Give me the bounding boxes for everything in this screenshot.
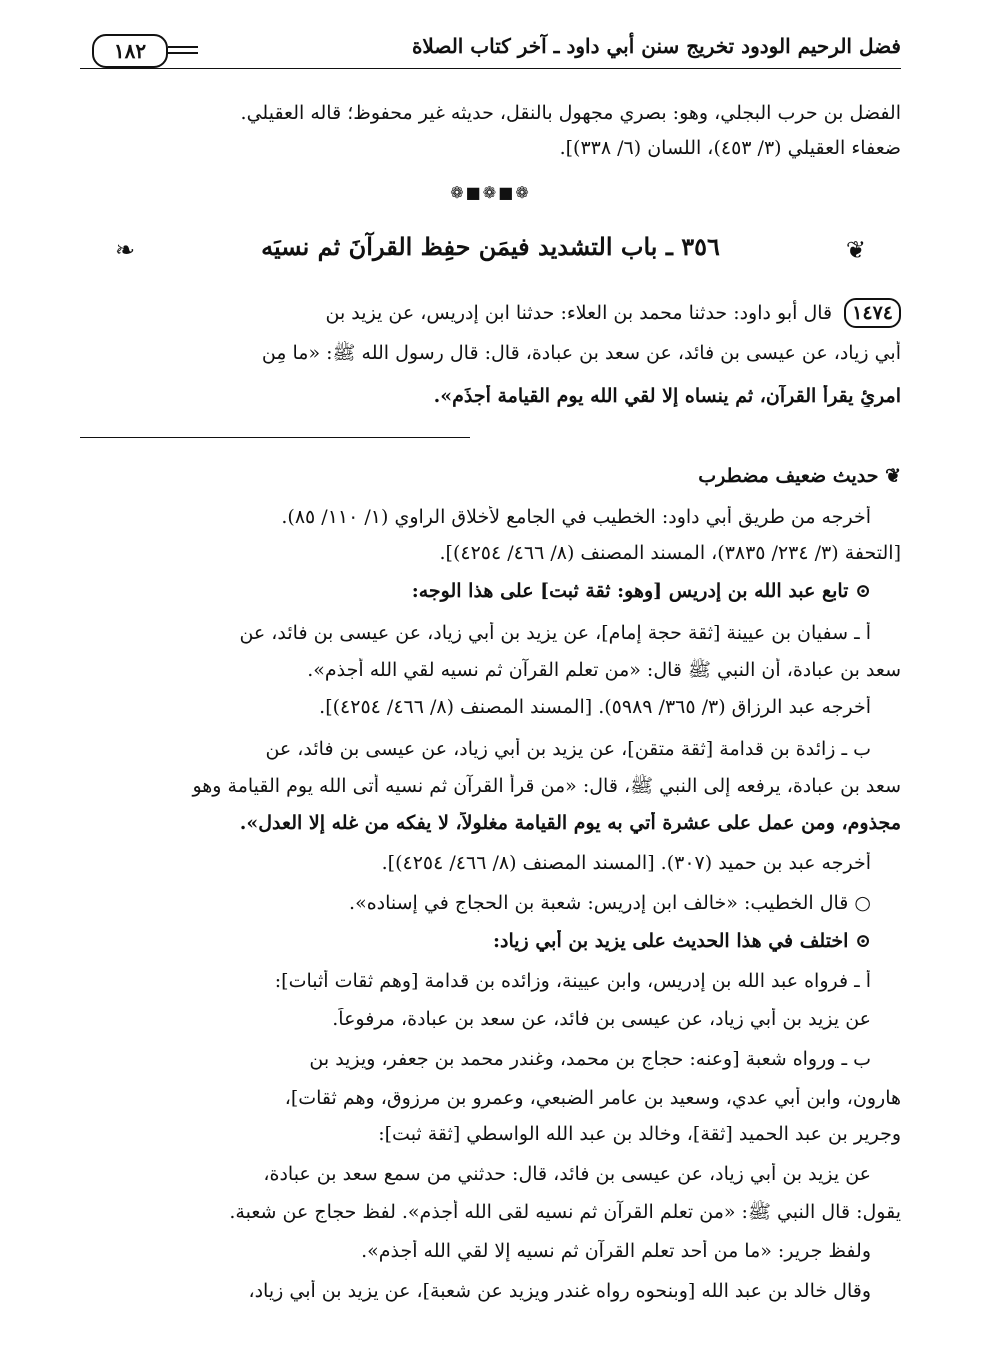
body-line: أخرجه عبد بن حميد (٣٠٧). [المسند المصنف (٨/ ٤٦٦/ ٤٢٥٤)]. (381, 852, 871, 874)
chapter-ornament-icon: ❦ (845, 236, 866, 264)
body-line: عن يزيد بن أبي زياد، عن عيسى بن فائد، عن سعد بن عبادة، مرفوعاً. (332, 1008, 871, 1030)
body-line: وجرير بن عبد الحميد [ثقة]، وخالد بن عبد الله الواسطي [ثقة ثبت]: (378, 1123, 901, 1145)
body-line: [التحفة (٣/ ٢٣٤/ ٣٨٣٥)، المسند المصنف (٨/ ٤٦٦/ ٤٢٥٤)]. (439, 542, 901, 564)
body-line: يقول: قال النبي ﷺ: «من تعلم القرآن ثم نسيه لقى الله أجذم». لفظ حجاج عن شعبة. (229, 1201, 901, 1223)
body-line: ⊙ اختلف في هذا الحديث على يزيد بن أبي زياد: (493, 930, 871, 952)
body-line: هارون، وابن أبي عدي، وسعيد بن عامر الضبعي، وعمرو بن مرزوق، وهم ثقات]، (284, 1087, 901, 1109)
page-number: ١٨٢ (92, 34, 168, 68)
body-line: سعد بن عبادة، يرفعه إلى النبي ﷺ، قال: «من قرأ القرآن ثم نسيه أتى الله يوم القيامة وهو (192, 775, 901, 797)
page-number-ornament (168, 46, 198, 48)
grade-heading (80, 465, 901, 487)
intro-line: الفضل بن حرب البجلي، وهو: بصري مجهول بالنقل، حديثه غير محفوظ؛ قاله العقيلي. (240, 102, 901, 124)
footnote-divider (80, 437, 470, 438)
intro-line: ضعفاء العقيلي (٣/ ٤٥٣)، اللسان (٦/ ٣٣٨)]. (559, 137, 901, 159)
section-ornament: ❁■❁■❁ (450, 183, 531, 202)
hadith-line: امرئٍ يقرأ القرآن، ثم ينساه إلا لقي الله يوم القيامة أجذَم». (433, 385, 901, 407)
page-number-ornament (168, 52, 198, 54)
body-line: ⊙ تابع عبد الله بن إدريس [وهو: ثقة ثبت] على هذا الوجه: (411, 580, 871, 602)
body-line: ○ قال الخطيب: «خالف ابن إدريس: شعبة بن الحجاج في إسناده». (349, 892, 871, 914)
running-header (80, 28, 901, 78)
body-line: وقال خالد بن عبد الله [وبنحوه رواه غندر ويزيد عن شعبة]، عن يزيد بن أبي زياد، (248, 1280, 871, 1302)
grade-text: حديث ضعيف مضطرب (698, 465, 879, 487)
hadith-number: ١٤٧٤ (844, 298, 901, 328)
hadith-text: قال أبو داود: حدثنا محمد بن العلاء: حدثنا ابن إدريس، عن يزيد بن (325, 302, 833, 324)
body-line: مجذوم، ومن عمل على عشرة أتي به يوم القيامة مغلولاً، لا يفكه من غله إلا العدل». (239, 812, 901, 834)
chapter-ornament-icon: ❧ (115, 236, 136, 264)
body-line: أخرجه من طريق أبي داود: الخطيب في الجامع لأخلاق الراوي (١/ ١١٠/ ٨٥). (281, 506, 871, 528)
body-line: ولفظ جرير: «ما من أحد تعلم القرآن ثم نسيه إلا لقي الله أجذم». (361, 1240, 871, 1262)
body-line: سعد بن عبادة، أن النبي ﷺ قال: «من تعلم القرآن ثم نسيه لقي الله أجذم». (307, 659, 901, 681)
leaf-icon: ❦ (878, 465, 901, 487)
body-line: أ ـ سفيان بن عيينة [ثقة حجة إمام]، عن يزيد بن أبي زياد، عن عيسى بن فائد، عن (239, 622, 871, 644)
body-line: ب ـ زائدة بن قدامة [ثقة متقن]، عن يزيد بن أبي زياد، عن عيسى بن فائد، عن (265, 738, 871, 760)
header-title: فضل الرحيم الودود تخريج سنن أبي داود ـ آخر كتاب الصلاة (411, 34, 901, 58)
body-line: عن يزيد بن أبي زياد، عن عيسى بن فائد، قال: حدثني من سمع سعد بن عبادة، (263, 1163, 871, 1185)
body-line: أخرجه عبد الرزاق (٣/ ٣٦٥/ ٥٩٨٩). [المسند المصنف (٨/ ٤٦٦/ ٤٢٥٤)]. (319, 696, 871, 718)
hadith-line: أبي زياد، عن عيسى بن فائد، عن سعد بن عبادة، قال: قال رسول الله ﷺ: «ما مِن (261, 342, 901, 364)
body-line: ب ـ ورواه شعبة [وعنه: حجاج بن محمد، وغندر محمد بن جعفر، ويزيد بن (309, 1048, 871, 1070)
chapter-title: ٣٥٦ ـ باب التشديد فيمَن حفِظ القرآنَ ثم نسيَه (261, 232, 720, 261)
hadith-line (80, 298, 901, 328)
body-line: أ ـ فرواه عبد الله بن إدريس، وابن عيينة، وزائده بن قدامة [وهم ثقات أثبات]: (274, 970, 871, 992)
header-rule (80, 68, 901, 69)
